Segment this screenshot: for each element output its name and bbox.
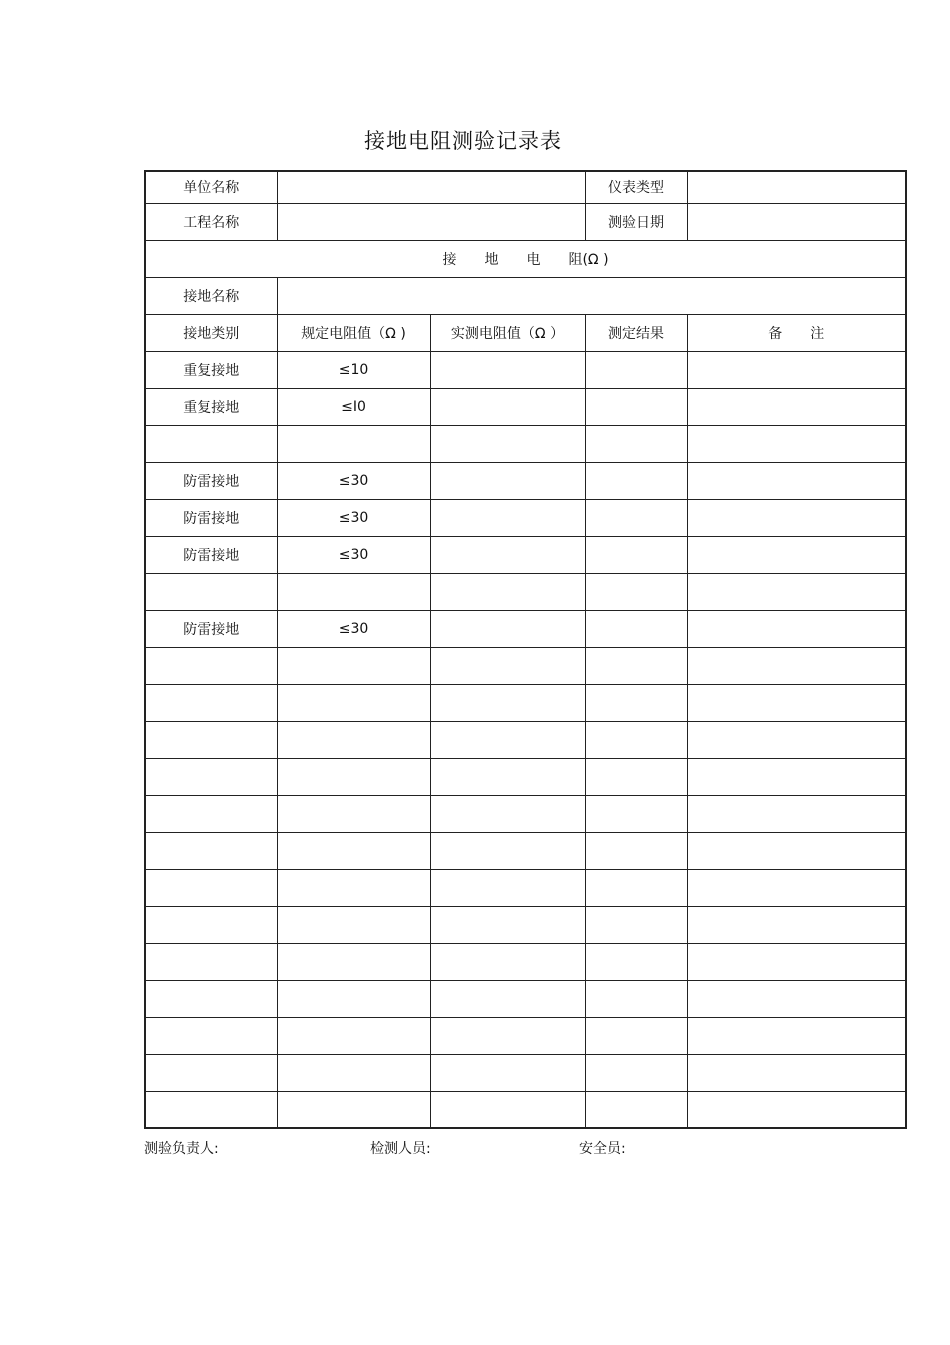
row-category	[145, 795, 277, 832]
section-title: 接 地 电 阻(Ω )	[145, 240, 906, 277]
row-note[interactable]	[687, 425, 906, 462]
row-note[interactable]	[687, 462, 906, 499]
ground-name-row	[145, 277, 906, 314]
table-row	[145, 795, 906, 832]
row-measured-value[interactable]	[430, 610, 585, 647]
row-result[interactable]	[585, 721, 687, 758]
test-date-field[interactable]	[687, 203, 906, 240]
row-spec-value	[277, 684, 430, 721]
row-category	[145, 943, 277, 980]
row-category	[145, 980, 277, 1017]
row-category	[145, 906, 277, 943]
row-result[interactable]	[585, 869, 687, 906]
row-measured-value[interactable]	[430, 684, 585, 721]
table-row	[145, 906, 906, 943]
row-measured-value[interactable]	[430, 1054, 585, 1091]
row-category: 防雷接地	[145, 610, 277, 647]
row-spec-value: ≤30	[277, 610, 430, 647]
row-category	[145, 1017, 277, 1054]
row-spec-value	[277, 721, 430, 758]
table-row	[145, 499, 906, 536]
row-spec-value: ≤30	[277, 462, 430, 499]
test-date-label: 测验日期	[585, 203, 687, 240]
row-spec-value	[277, 425, 430, 462]
row-result[interactable]	[585, 758, 687, 795]
row-note[interactable]	[687, 943, 906, 980]
header-row-unit	[145, 171, 906, 203]
row-spec-value	[277, 1017, 430, 1054]
row-result[interactable]	[585, 647, 687, 684]
row-spec-value	[277, 832, 430, 869]
row-note[interactable]	[687, 684, 906, 721]
table-row	[145, 536, 906, 573]
row-category: 防雷接地	[145, 536, 277, 573]
row-note[interactable]	[687, 832, 906, 869]
table-row	[145, 943, 906, 980]
ground-name-field[interactable]	[277, 277, 906, 314]
row-measured-value[interactable]	[430, 980, 585, 1017]
row-category: 防雷接地	[145, 499, 277, 536]
project-name-field[interactable]	[277, 203, 585, 240]
row-note[interactable]	[687, 610, 906, 647]
row-note[interactable]	[687, 647, 906, 684]
table-row	[145, 980, 906, 1017]
table-row	[145, 684, 906, 721]
row-result[interactable]	[585, 610, 687, 647]
row-spec-value	[277, 647, 430, 684]
row-spec-value: ≤30	[277, 499, 430, 536]
table-row	[145, 832, 906, 869]
row-category	[145, 573, 277, 610]
row-category	[145, 721, 277, 758]
row-spec-value	[277, 869, 430, 906]
table-row	[145, 388, 906, 425]
row-note[interactable]	[687, 573, 906, 610]
row-spec-value	[277, 980, 430, 1017]
ground-resistance-table	[144, 170, 907, 1129]
row-measured-value[interactable]	[430, 906, 585, 943]
row-spec-value	[277, 1091, 430, 1128]
row-note[interactable]	[687, 1054, 906, 1091]
ground-name-label: 接地名称	[145, 277, 277, 314]
row-category	[145, 869, 277, 906]
row-category: 重复接地	[145, 351, 277, 388]
row-category	[145, 1091, 277, 1128]
table-row	[145, 462, 906, 499]
inspector-label: 检测人员:	[370, 1141, 431, 1157]
row-measured-value[interactable]	[430, 388, 585, 425]
row-measured-value[interactable]	[430, 721, 585, 758]
table-row	[145, 610, 906, 647]
project-label: 工程名称	[145, 203, 277, 240]
table-row	[145, 1017, 906, 1054]
row-category	[145, 758, 277, 795]
column-header: 备 注	[687, 314, 906, 351]
section-title-row	[145, 240, 906, 277]
row-measured-value[interactable]	[430, 425, 585, 462]
table-row	[145, 647, 906, 684]
column-header: 规定电阻值（Ω )	[277, 314, 430, 351]
row-result[interactable]	[585, 425, 687, 462]
row-result[interactable]	[585, 1091, 687, 1128]
row-result[interactable]	[585, 573, 687, 610]
row-measured-value[interactable]	[430, 869, 585, 906]
table-row	[145, 869, 906, 906]
table-row	[145, 351, 906, 388]
row-result[interactable]	[585, 1017, 687, 1054]
row-measured-value[interactable]	[430, 499, 585, 536]
row-spec-value	[277, 573, 430, 610]
row-result[interactable]	[585, 388, 687, 425]
table-row	[145, 425, 906, 462]
row-measured-value[interactable]	[430, 573, 585, 610]
row-result[interactable]	[585, 980, 687, 1017]
row-result[interactable]	[585, 906, 687, 943]
table-row	[145, 758, 906, 795]
row-measured-value[interactable]	[430, 462, 585, 499]
column-header: 接地类别	[145, 314, 277, 351]
row-category	[145, 832, 277, 869]
row-spec-value	[277, 906, 430, 943]
row-measured-value[interactable]	[430, 758, 585, 795]
row-measured-value[interactable]	[430, 832, 585, 869]
row-category	[145, 684, 277, 721]
meter-type-label: 仪表类型	[585, 171, 687, 203]
row-note[interactable]	[687, 980, 906, 1017]
row-note[interactable]	[687, 536, 906, 573]
tester-label: 测验负责人:	[144, 1141, 219, 1157]
row-measured-value[interactable]	[430, 647, 585, 684]
table-row	[145, 721, 906, 758]
row-spec-value: ≤30	[277, 536, 430, 573]
row-note[interactable]	[687, 869, 906, 906]
header-row-project	[145, 203, 906, 240]
table-row	[145, 1054, 906, 1091]
row-result[interactable]	[585, 832, 687, 869]
column-header-row	[145, 314, 906, 351]
row-note[interactable]	[687, 906, 906, 943]
row-measured-value[interactable]	[430, 1017, 585, 1054]
row-note[interactable]	[687, 1091, 906, 1128]
row-result[interactable]	[585, 351, 687, 388]
row-category	[145, 425, 277, 462]
row-result[interactable]	[585, 536, 687, 573]
row-spec-value	[277, 943, 430, 980]
row-measured-value[interactable]	[430, 795, 585, 832]
row-note[interactable]	[687, 721, 906, 758]
row-measured-value[interactable]	[430, 943, 585, 980]
row-measured-value[interactable]	[430, 1091, 585, 1128]
row-spec-value: ≤I0	[277, 388, 430, 425]
row-category: 重复接地	[145, 388, 277, 425]
row-category	[145, 647, 277, 684]
row-note[interactable]	[687, 1017, 906, 1054]
unit-label: 单位名称	[145, 171, 277, 203]
row-result[interactable]	[585, 943, 687, 980]
row-note[interactable]	[687, 499, 906, 536]
row-spec-value	[277, 795, 430, 832]
table-row	[145, 1091, 906, 1128]
safety-officer-label: 安全员:	[579, 1141, 626, 1157]
row-result[interactable]	[585, 1054, 687, 1091]
row-category: 防雷接地	[145, 462, 277, 499]
table-row	[145, 573, 906, 610]
unit-name-field[interactable]	[277, 171, 585, 203]
row-spec-value: ≤10	[277, 351, 430, 388]
row-result[interactable]	[585, 795, 687, 832]
row-result[interactable]	[585, 499, 687, 536]
page-title: 接地电阻测验记录表	[364, 129, 562, 153]
column-header: 实测电阻值（Ω ）	[430, 314, 585, 351]
row-note[interactable]	[687, 351, 906, 388]
row-note[interactable]	[687, 795, 906, 832]
row-spec-value	[277, 1054, 430, 1091]
row-measured-value[interactable]	[430, 536, 585, 573]
row-note[interactable]	[687, 388, 906, 425]
row-category	[145, 1054, 277, 1091]
row-measured-value[interactable]	[430, 351, 585, 388]
meter-type-field[interactable]	[687, 171, 906, 203]
row-spec-value	[277, 758, 430, 795]
row-note[interactable]	[687, 758, 906, 795]
row-result[interactable]	[585, 462, 687, 499]
column-header: 测定结果	[585, 314, 687, 351]
row-result[interactable]	[585, 684, 687, 721]
